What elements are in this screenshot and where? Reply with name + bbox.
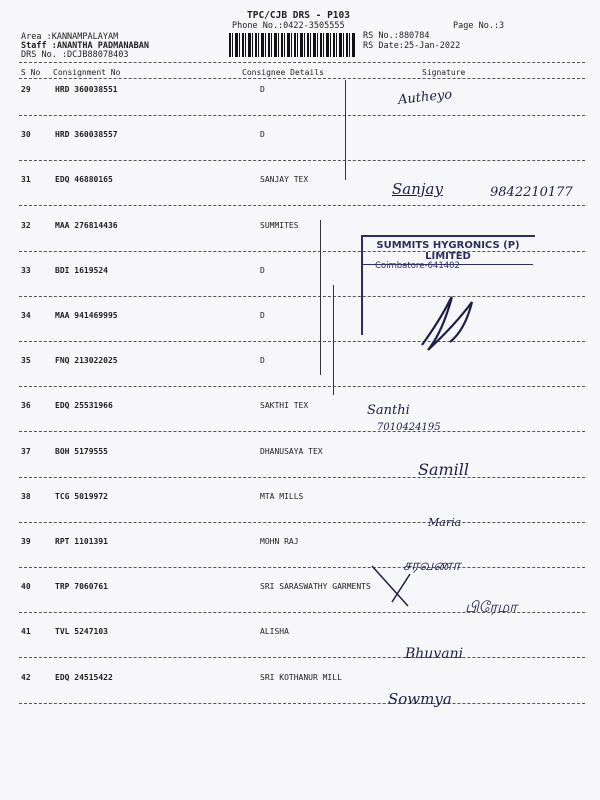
col-signature: Signature (422, 68, 466, 77)
row-divider (19, 431, 585, 432)
row-sno: 41 (21, 627, 31, 636)
row-divider (19, 341, 585, 342)
row-divider (19, 205, 585, 206)
row-sno: 42 (21, 673, 31, 682)
row-consignment-no: RPT 1101391 (55, 537, 108, 546)
rs-date: RS Date:25-Jan-2022 (363, 41, 461, 51)
row-divider (19, 386, 585, 387)
row-consignee: SUMMITES (260, 221, 299, 230)
signature-row-29: Autheyo (397, 87, 453, 108)
row-consignee: D (260, 130, 265, 139)
row-consignee: D (260, 85, 265, 94)
row-consignee: ALISHA (260, 627, 289, 636)
pen-arrow (368, 562, 430, 610)
row-consignment-no: BDI 1619524 (55, 266, 108, 275)
row-divider (19, 657, 585, 658)
row-consignment-no: HRD 360038551 (55, 85, 118, 94)
row-consignment-no: BOH 5179555 (55, 447, 108, 456)
row-consignee: D (260, 266, 265, 275)
row-consignee: SANJAY TEX (260, 175, 309, 184)
row-consignment-no: MAA 941469995 (55, 311, 118, 320)
pen-stroke (333, 285, 334, 395)
row-consignment-no: TRP 7060761 (55, 582, 108, 591)
phone-number: Phone No.:0422-3505555 (232, 21, 345, 31)
row-divider (19, 567, 585, 568)
row-sno: 32 (21, 221, 31, 230)
column-divider (19, 78, 585, 79)
row-sno: 38 (21, 492, 31, 501)
row-sno: 31 (21, 175, 31, 184)
row-consignee: SRI KOTHANUR MILL (260, 673, 342, 682)
pen-stroke (345, 80, 346, 180)
signature-row-36: Santhi (367, 403, 410, 418)
row-divider (19, 160, 585, 161)
row-consignee: DHANUSAYA TEX (260, 447, 323, 456)
row-sno: 30 (21, 130, 31, 139)
signature-row-37: Samill (418, 460, 470, 479)
row-sno: 29 (21, 85, 31, 94)
row-consignment-no: HRD 360038557 (55, 130, 118, 139)
row-divider (19, 703, 585, 704)
col-consignment: Consignment No (53, 68, 121, 77)
area-label: Area :KANNAMPALAYAM (21, 32, 119, 42)
row-consignment-no: FNQ 213022025 (55, 356, 118, 365)
pen-stroke (320, 220, 321, 375)
row-sno: 37 (21, 447, 31, 456)
row-consignee: SAKTHI TEX (260, 401, 309, 410)
row-consignment-no: EDQ 25531966 (55, 401, 113, 410)
col-consignee: Consignee Details (242, 68, 324, 77)
row-consignee: MTA MILLS (260, 492, 304, 501)
signature-row-41: Bhuvani (405, 646, 464, 662)
signature-row-31: Sanjay (392, 180, 443, 198)
staff-name: ANANTHA PADMANABAN (56, 41, 149, 51)
row-divider (19, 522, 585, 523)
row-consignee: D (260, 311, 265, 320)
row-consignment-no: MAA 276814436 (55, 221, 118, 230)
col-sno: S No (21, 68, 41, 77)
stamp-company-name: SUMMITS HYGRONICS (P) LIMITED (363, 240, 533, 265)
row-divider (19, 477, 585, 478)
drs-number: DRS No. :DCJB88078403 (21, 50, 129, 60)
rs-number: RS No.:880784 (363, 31, 430, 41)
barcode (229, 33, 355, 57)
row-sno: 40 (21, 582, 31, 591)
row-sno: 39 (21, 537, 31, 546)
row-divider (19, 115, 585, 116)
header-divider (19, 62, 585, 63)
row-sno: 36 (21, 401, 31, 410)
row-sno: 35 (21, 356, 31, 365)
signature-row-39: சரவணா (403, 556, 461, 574)
row-sno: 33 (21, 266, 31, 275)
row-consignee: SRI SARASWATHY GARMENTS (260, 582, 371, 591)
page-number: Page No.:3 (453, 21, 505, 31)
row-consignment-no: EDQ 46880165 (55, 175, 113, 184)
row-sno: 34 (21, 311, 31, 320)
row-consignee: D (260, 356, 265, 365)
phone-handwritten-row-36: 7010424195 (377, 422, 441, 433)
stamp-signature-scribble (410, 280, 490, 360)
phone-handwritten-row-31: 9842210177 (490, 185, 573, 200)
stamp-city: Coimbatore-641402 (375, 261, 460, 271)
sheet-title: TPC/CJB DRS - P103 (247, 10, 350, 21)
row-consignment-no: EDQ 24515422 (55, 673, 113, 682)
row-consignment-no: TCG 5019972 (55, 492, 108, 501)
staff-prefix: Staff : (21, 41, 57, 51)
row-consignee: MOHN RAJ (260, 537, 299, 546)
signature-row-38: Maria (428, 516, 462, 529)
signature-row-40: பிரேமா (465, 598, 517, 616)
signature-row-42: Sowmya (388, 690, 452, 708)
row-consignment-no: TVL 5247103 (55, 627, 108, 636)
